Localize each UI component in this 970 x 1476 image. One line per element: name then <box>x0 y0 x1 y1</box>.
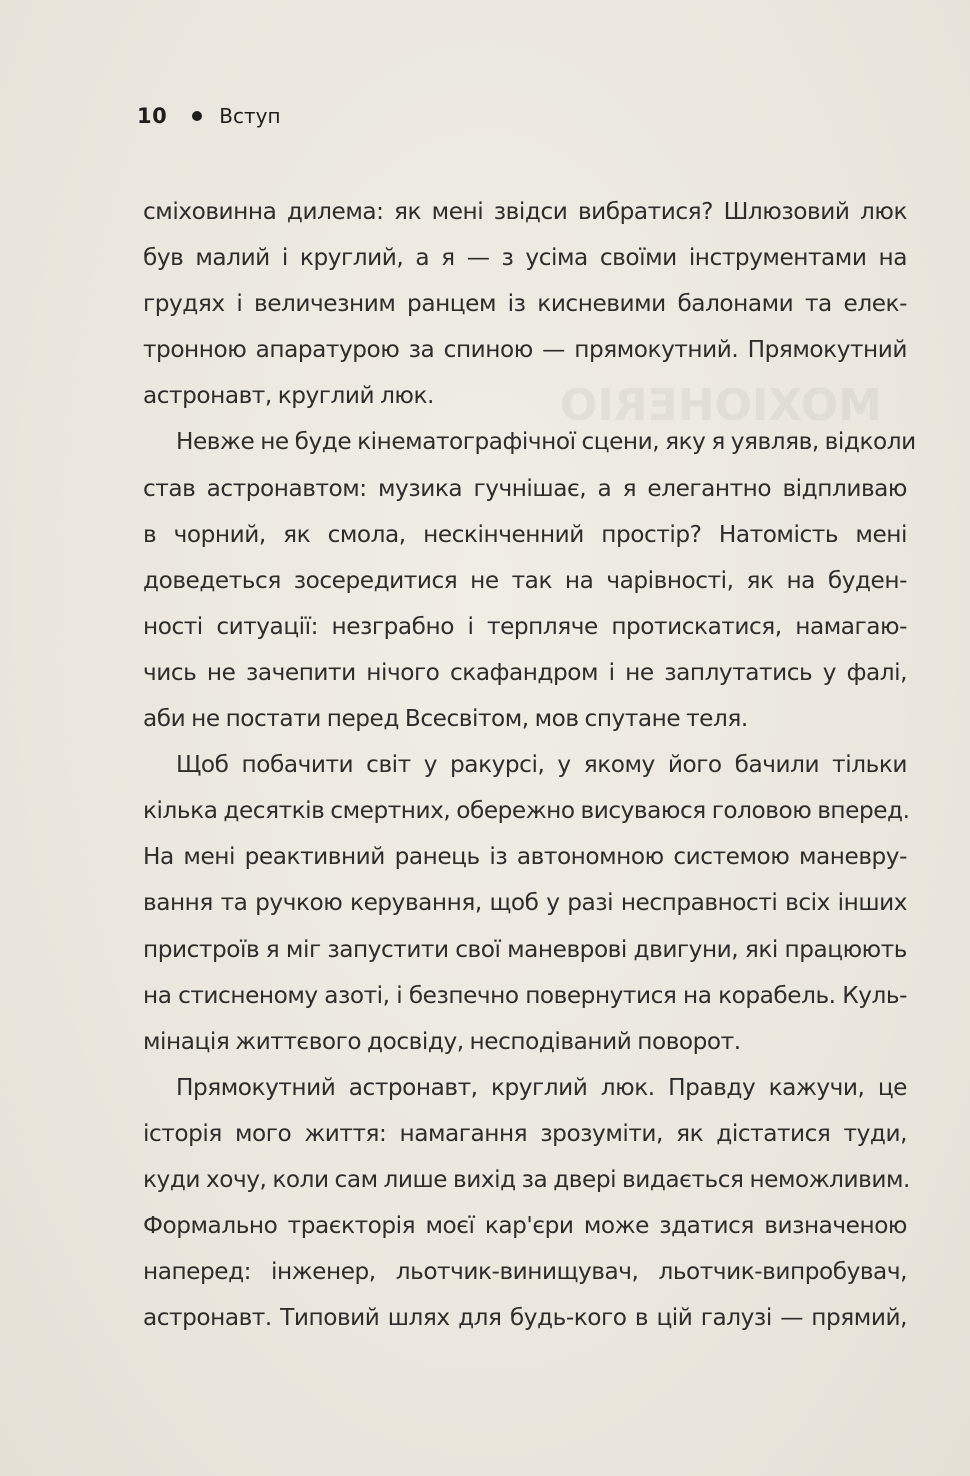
text-line: астронавт, круглий люк. <box>143 382 434 410</box>
text-line: на стисненому азоті, і безпечно повернутися на корабель. Куль- <box>143 981 907 1009</box>
text-line: став астронавтом: музика гучнішає, а я елегантно відпливаю <box>143 474 907 502</box>
text-line: аби не постати перед Всесвітом, мов спутане теля. <box>143 705 748 733</box>
text-line: Щоб побачити світ у ракурсі, у якому його бачили тільки <box>176 751 907 779</box>
text-line: астронавт. Типовий шлях для будь-кого в цій галузі — прямий, <box>143 1304 907 1332</box>
text-line: в чорний, як смола, нескінченний простір? Натомість мені <box>143 520 907 548</box>
text-line: тронною апаратурою за спиною — прямокутний. Прямокутний <box>143 336 907 364</box>
text-line: На мені реактивний ранець із автономною системою маневру- <box>143 843 907 871</box>
text-line: був малий і круглий, а я — з усіма своїми інструментами на <box>143 244 907 272</box>
text-line: мінація життєвого досвіду, несподіваний поворот. <box>143 1027 741 1055</box>
running-head <box>137 100 281 132</box>
text-line: ності ситуації: незграбно і терпляче протискатися, намагаю- <box>143 612 907 640</box>
text-line: пристроїв я міг запустити свої маневрові двигуни, які працюють <box>143 935 907 963</box>
text-line: Прямокутний астронавт, круглий люк. Правду кажучи, це <box>176 1073 907 1101</box>
text-line: грудях і величезним ранцем із кисневими балонами та елек- <box>143 290 907 318</box>
text-line: доведеться зосередитися не так на чарівності, як на буден- <box>143 566 907 594</box>
text-line: вання та ручкою керування, щоб у разі несправності всіх інших <box>143 889 907 917</box>
show-through-heading: MOXIOHERIO <box>560 380 882 431</box>
text-line: чись не зачепити нічого скафандром і не заплутатись у фалі, <box>143 658 907 686</box>
text-line: наперед: інженер, льотчик-винищувач, льотчик-випробувач, <box>143 1258 907 1286</box>
text-line: Формально траєкторія моєї кар'єри може здатися визначеною <box>143 1212 907 1240</box>
text-line: куди хочу, коли сам лише вихід за двері видається неможливим. <box>143 1165 910 1193</box>
text-line: кілька десятків смертних, обережно висуваюся головою вперед. <box>143 797 910 825</box>
body-text <box>143 189 916 1341</box>
bullet-separator <box>192 111 202 121</box>
text-line: історія мого життя: намагання зрозуміти, як дістатися туди, <box>143 1119 907 1147</box>
text-line: сміховинна дилема: як мені звідси вибратися? Шлюзовий люк <box>143 198 907 225</box>
page-number: 10 <box>137 104 168 128</box>
text-line: Невже не буде кінематографічної сцени, яку я уявляв, відколи <box>176 428 916 456</box>
section-title: Вступ <box>219 104 281 128</box>
